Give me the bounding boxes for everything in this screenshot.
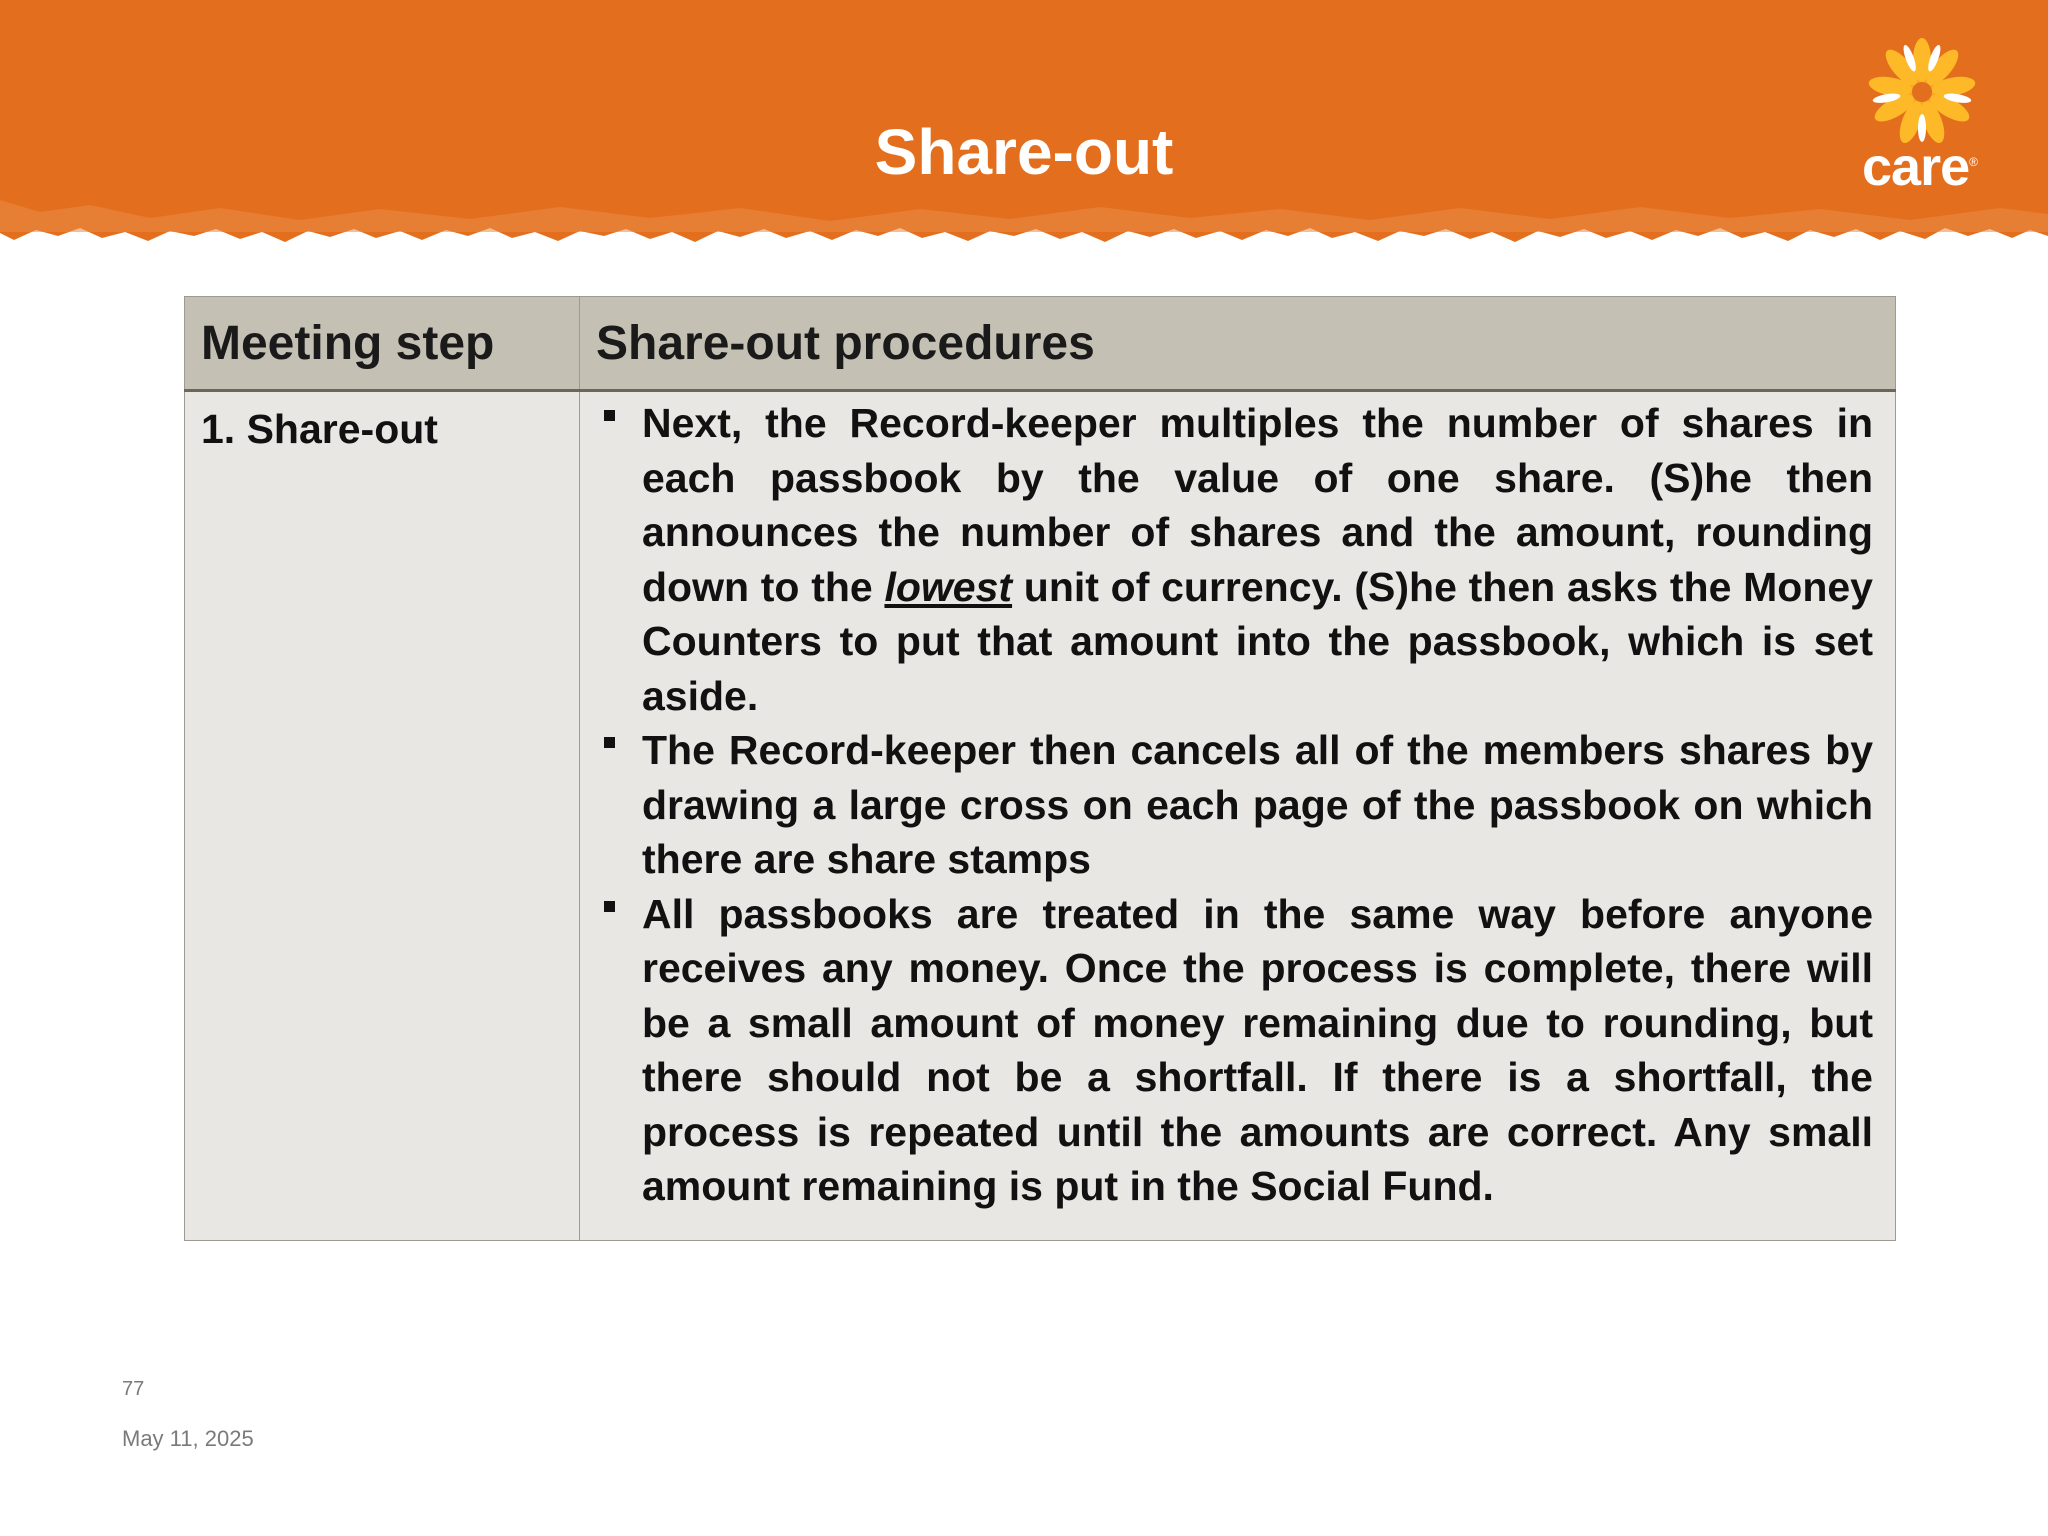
share-out-procedures-table xyxy=(184,296,1896,1241)
page-number: 77 xyxy=(122,1378,145,1400)
table-row xyxy=(185,391,1896,1241)
table-header-row xyxy=(185,297,1896,391)
list-item: Next, the Record-keeper multiples the number of shares in each passbook by the value of one share. (S)he then announces the number of shares and the amount, rounding down to the lowest unit of currency. (S)he then asks the Money Counters to put that amount into the passbook, which is set aside. xyxy=(600,396,1873,723)
procedures-cell xyxy=(580,391,1896,1241)
procedure-list xyxy=(600,396,1873,1214)
meeting-step-cell: 1. Share-out xyxy=(185,391,580,1241)
header-meeting-step: Meeting step xyxy=(185,297,580,391)
slide-date: May 11, 2025 xyxy=(122,1426,254,1451)
list-item: The Record-keeper then cancels all of the members shares by drawing a large cross on each page of the passbook on which there are share stamps xyxy=(600,723,1873,887)
slide-title: Share-out xyxy=(874,116,1174,188)
header-share-out-procedures: Share-out procedures xyxy=(580,297,1896,391)
list-item: All passbooks are treated in the same way before anyone receives any money. Once the process is complete, there will be a small amount of money remaining due to rounding, but there should not be a shortfall. If there is a shortfall, the process is repeated until the amounts are correct. Any small amount remaining is put in the Social Fund. xyxy=(600,887,1873,1214)
emphasized-word: lowest xyxy=(884,563,1013,610)
care-logo-text: care® xyxy=(1862,137,1977,197)
